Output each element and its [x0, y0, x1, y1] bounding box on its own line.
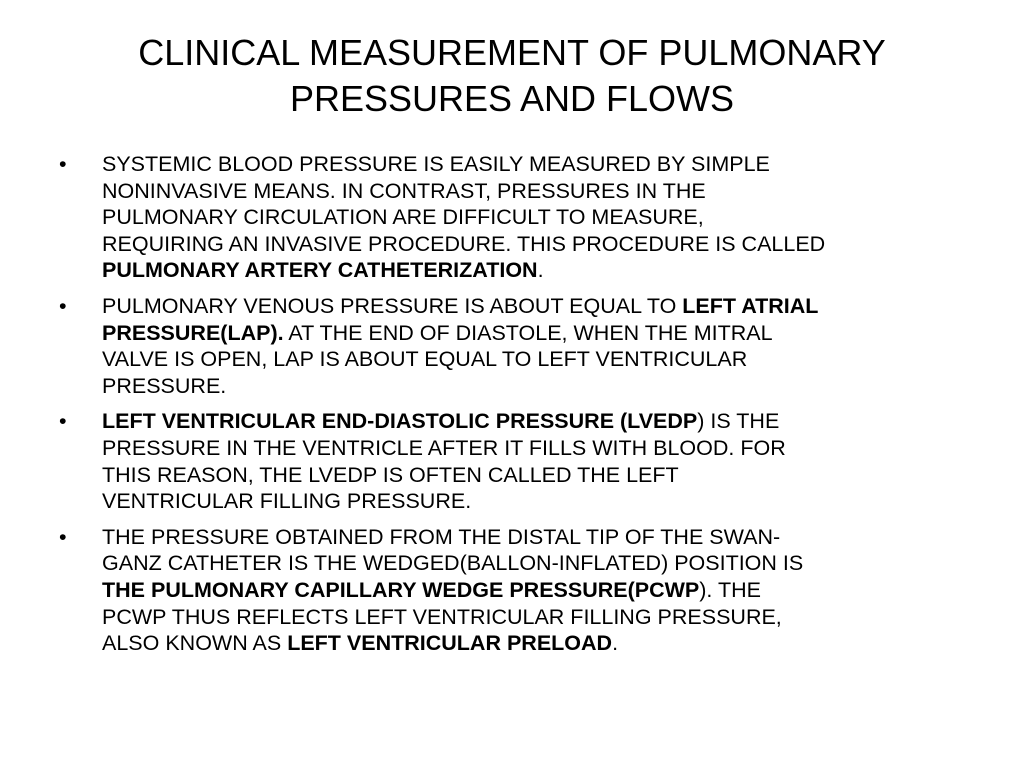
bullet-item	[54, 408, 974, 514]
bullet-text: THIS REASON, THE LVEDP IS OFTEN CALLED THE LEFT	[102, 462, 679, 487]
bullet-text: NONINVASIVE MEANS. IN CONTRAST, PRESSURES IN THE	[102, 178, 706, 203]
bullet-item	[54, 151, 974, 284]
bullet-marker: •	[59, 293, 67, 318]
bullet-text: PCWP THUS REFLECTS LEFT VENTRICULAR FILLING PRESSURE,	[102, 604, 782, 629]
bullet-text: PRESSURE.	[102, 373, 227, 398]
bold-term: PULMONARY ARTERY CATHETERIZATION	[102, 258, 538, 283]
bullet-item	[54, 293, 974, 399]
bullet-list	[54, 151, 974, 666]
bullet-text: REQUIRING AN INVASIVE PROCEDURE. THIS PROCEDURE IS CALLED	[102, 231, 826, 256]
bullet-text: AT THE END OF DIASTOLE, WHEN THE MITRAL	[283, 320, 773, 345]
bullet-marker: •	[59, 152, 67, 176]
bullet-text: ALSO KNOWN AS	[102, 631, 288, 656]
bullet-text: VALVE IS OPEN, LAP IS ABOUT EQUAL TO LEFT VENTRICULAR	[102, 347, 748, 372]
bullet-text: .	[612, 631, 619, 656]
bold-term: LEFT VENTRICULAR PRELOAD	[287, 631, 613, 656]
bullet-text: PULMONARY VENOUS PRESSURE IS ABOUT EQUAL TO	[102, 293, 683, 318]
bold-term: PRESSURE(LAP).	[102, 320, 284, 345]
bullet-text: GANZ CATHETER IS THE WEDGED(BALLON-INFLATED) POSITION IS	[102, 551, 804, 576]
bullet-text: SYSTEMIC BLOOD PRESSURE IS EASILY MEASURED BY SIMPLE	[102, 152, 770, 176]
bullet-marker: •	[59, 524, 67, 549]
bullet-text: PULMONARY CIRCULATION ARE DIFFICULT TO MEASURE,	[102, 205, 704, 230]
bullet-item	[54, 524, 974, 657]
bullet-text: VENTRICULAR FILLING PRESSURE.	[102, 489, 472, 514]
bold-term: LEFT ATRIAL	[682, 293, 819, 318]
title-line: CLINICAL MEASUREMENT OF PULMONARY	[138, 32, 886, 73]
bullet-text: THE PRESSURE OBTAINED FROM THE DISTAL TIP OF THE SWAN-	[102, 524, 781, 549]
bold-term: LEFT VENTRICULAR END-DIASTOLIC PRESSURE (LVEDP	[102, 409, 698, 434]
bullet-text: ) IS THE	[697, 409, 780, 434]
bullet-text: PRESSURE IN THE VENTRICLE AFTER IT FILLS WITH BLOOD. FOR	[102, 435, 786, 460]
title-line: PRESSURES AND FLOWS	[289, 78, 735, 119]
bullet-marker: •	[59, 409, 67, 434]
slide-title	[60, 30, 964, 122]
bullet-text: .	[537, 258, 544, 283]
bold-term: THE PULMONARY CAPILLARY WEDGE PRESSURE(PCWP	[102, 577, 700, 602]
bullet-text: ). THE	[699, 577, 761, 602]
